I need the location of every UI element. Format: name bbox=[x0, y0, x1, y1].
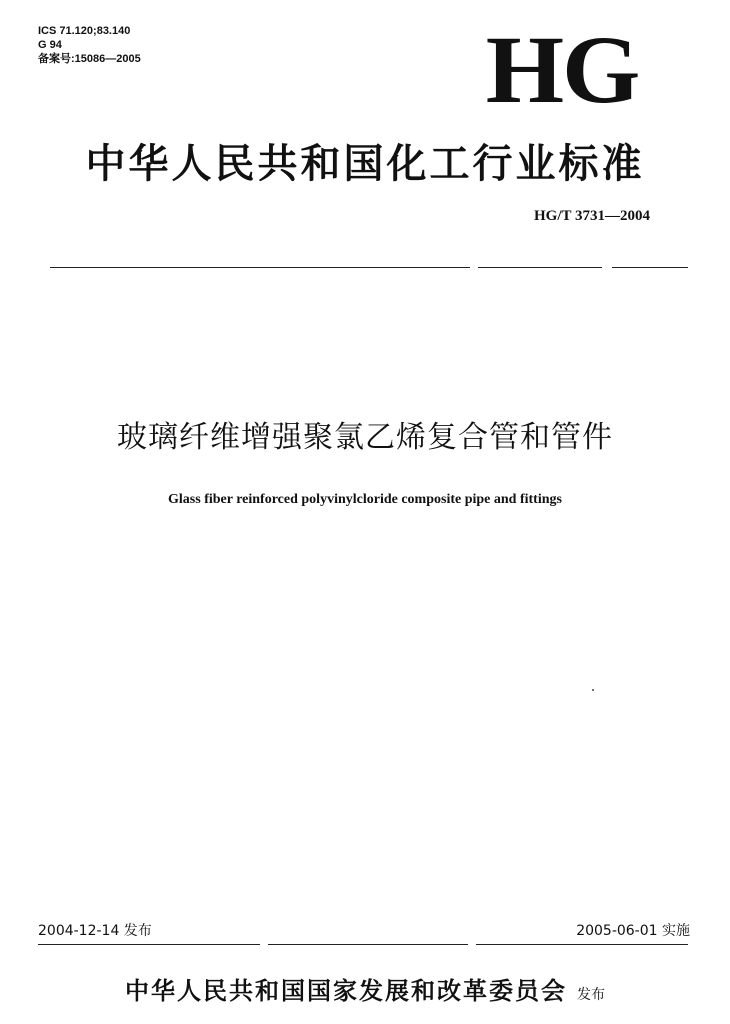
document-title-en: Glass fiber reinforced polyvinylcloride composite pipe and fittings bbox=[168, 492, 562, 507]
publisher-name: 中华人民共和国国家发展和改革委员会 bbox=[125, 976, 567, 1005]
hg-logo: HG bbox=[485, 16, 638, 123]
speck bbox=[592, 689, 594, 691]
standard-code: HG/T 3731—2004 bbox=[534, 208, 650, 224]
issue-date: 2004-12-14 发布 bbox=[38, 923, 152, 939]
classification-code: G 94 bbox=[38, 39, 62, 51]
ics-code: ICS 71.120;83.140 bbox=[38, 25, 131, 37]
record-number: 备案号:15086—2005 bbox=[38, 53, 141, 65]
footer-divider-1 bbox=[38, 944, 260, 945]
header-divider-1 bbox=[50, 267, 470, 268]
document-title-cn: 玻璃纤维增强聚氯乙烯复合管和管件 bbox=[117, 420, 613, 455]
publisher bbox=[0, 976, 730, 1010]
footer-divider-2 bbox=[268, 944, 468, 945]
footer-divider-3 bbox=[476, 944, 688, 945]
standard-type-title: 中华人民共和国化工行业标准 bbox=[85, 140, 645, 187]
implementation-date: 2005-06-01 实施 bbox=[576, 923, 690, 939]
header-divider-2 bbox=[478, 267, 602, 268]
header-meta bbox=[38, 24, 141, 66]
publisher-suffix: 发布 bbox=[577, 987, 605, 1003]
header-divider-3 bbox=[612, 267, 688, 268]
